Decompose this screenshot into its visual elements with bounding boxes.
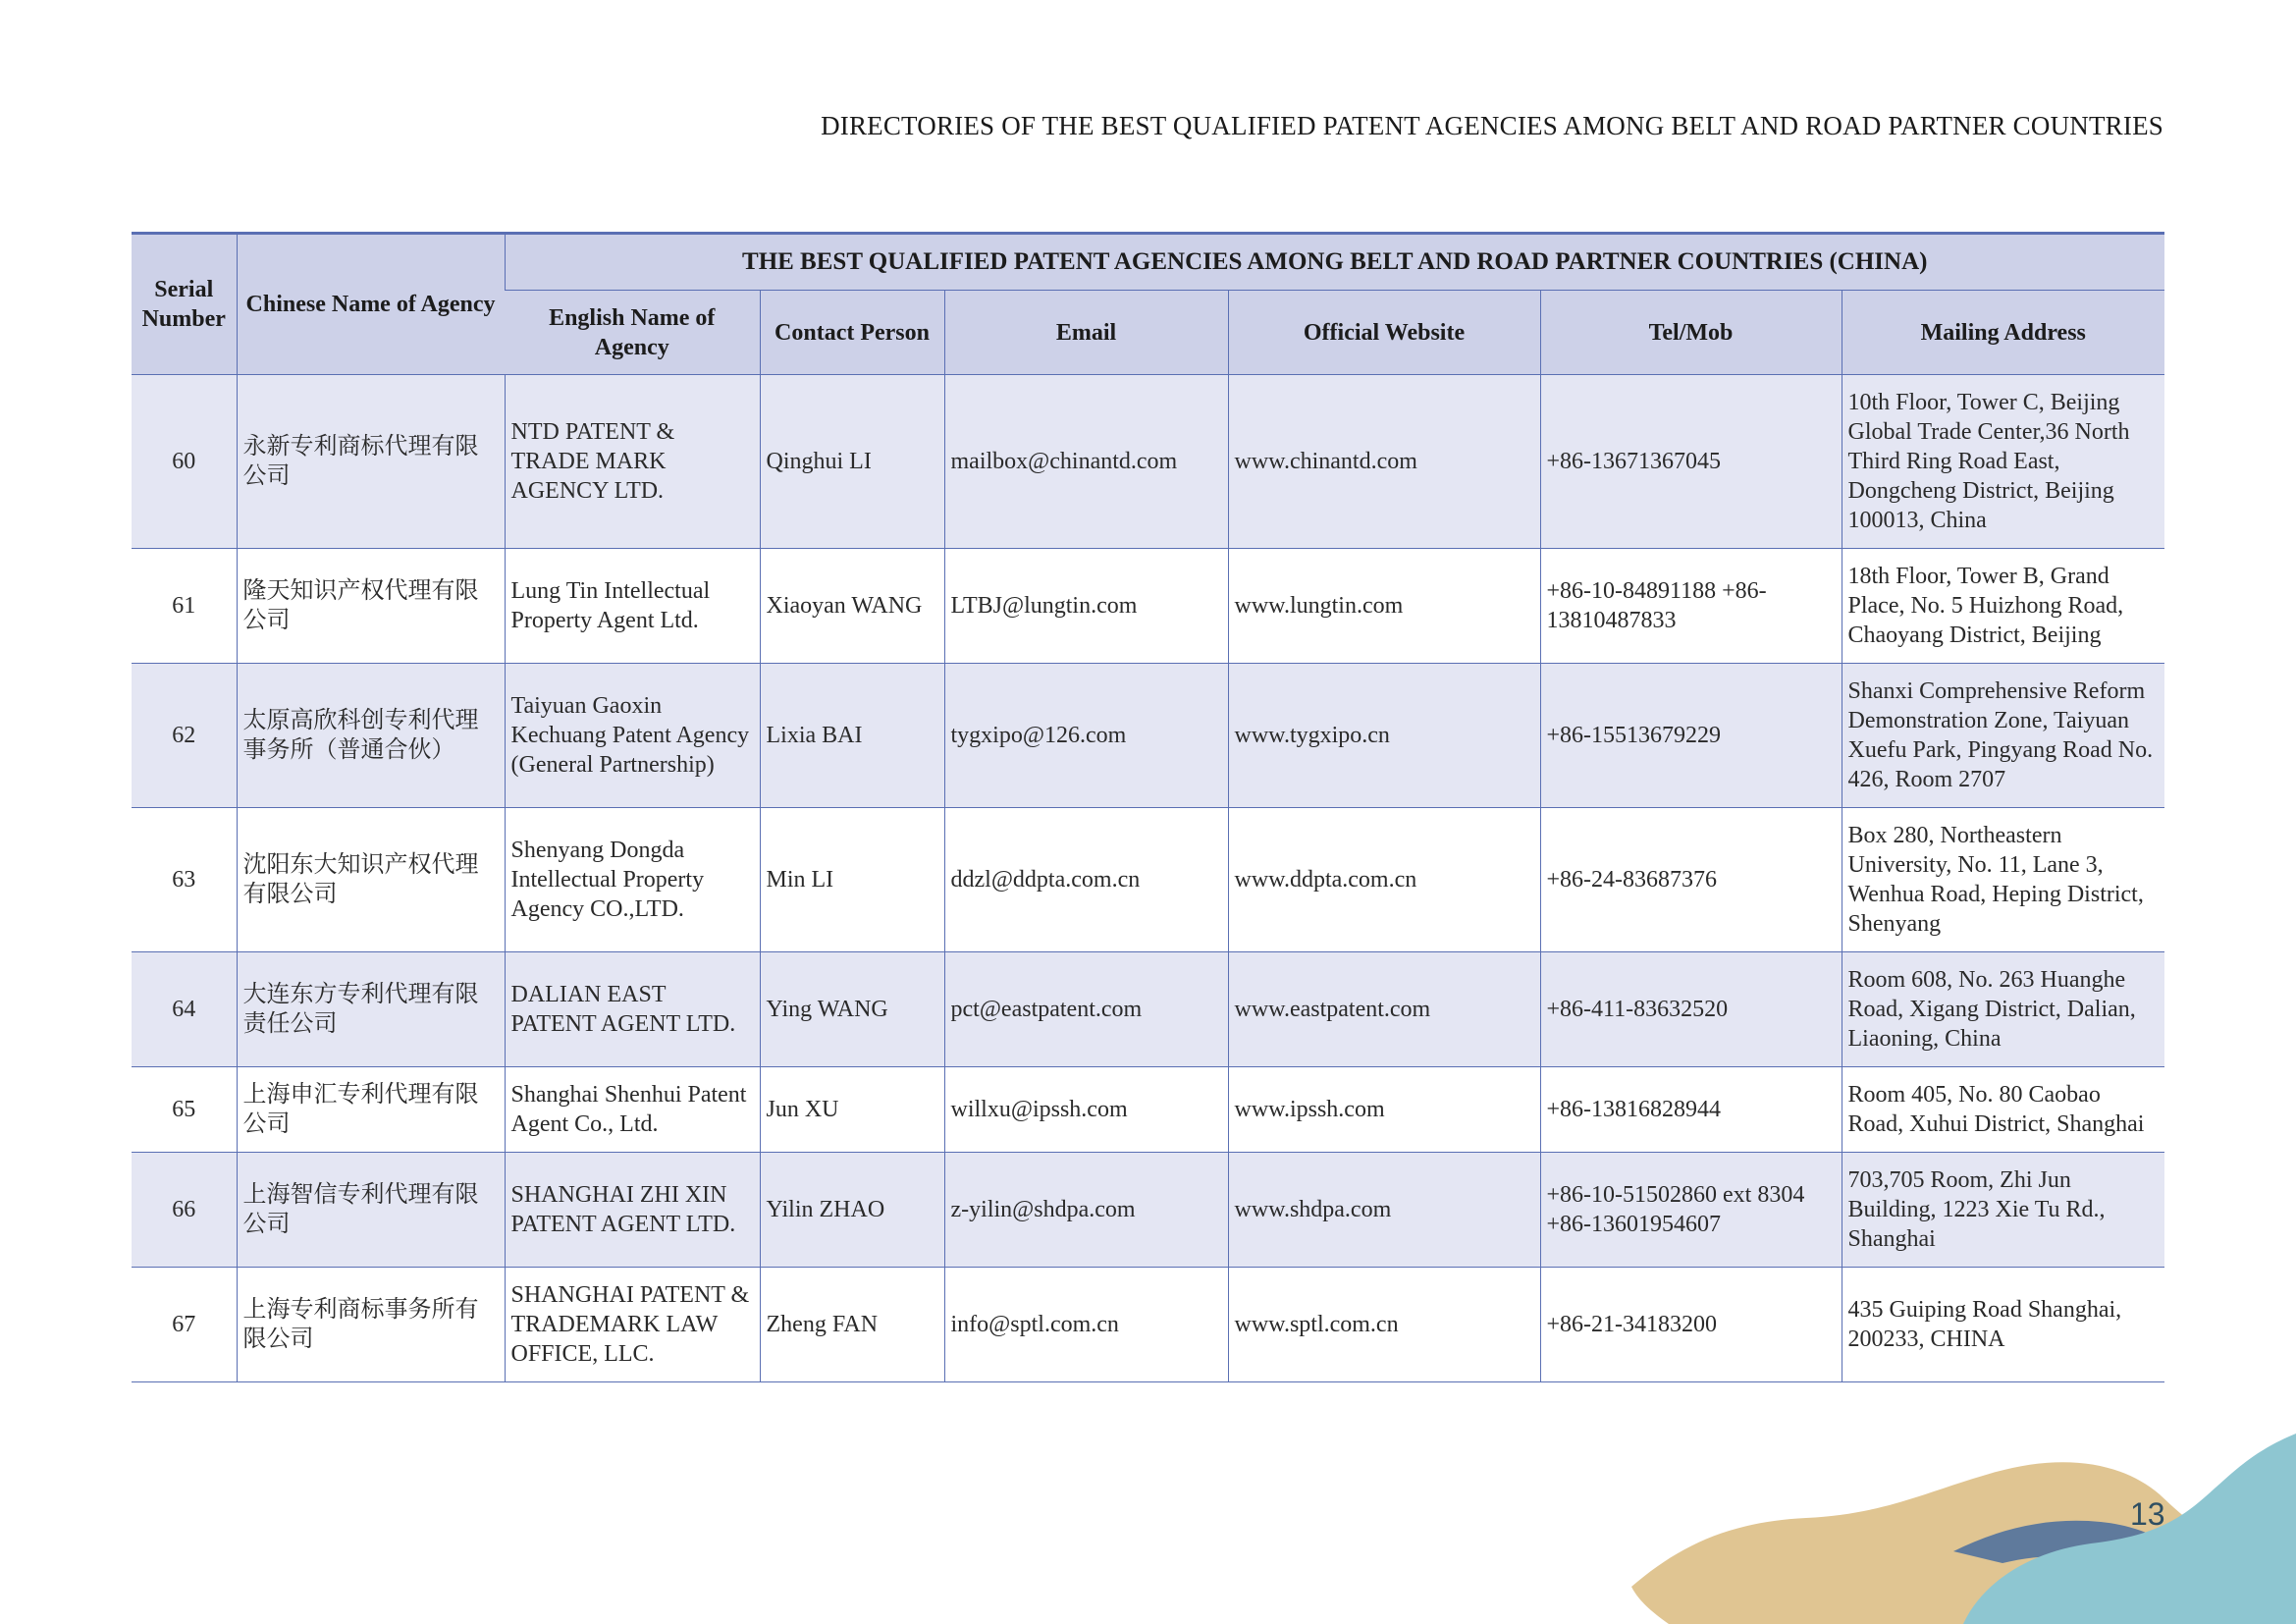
email-cell: pct@eastpatent.com [944,952,1228,1067]
address-cell: 10th Floor, Tower C, Beijing Global Trade Center,36 North Third Ring Road East, Dongcheng District, Beijing 100013, China [1842,375,2164,549]
english-name-cell: NTD PATENT & TRADE MARK AGENCY LTD. [505,375,760,549]
email-cell: willxu@ipssh.com [944,1067,1228,1153]
contact-person-cell: Qinghui LI [760,375,944,549]
chinese-name-cell: 大连东方专利代理有限责任公司 [237,952,505,1067]
email-cell: tygxipo@126.com [944,664,1228,808]
header-tel-mob: Tel/Mob [1540,291,1842,375]
website-cell: www.lungtin.com [1228,549,1540,664]
page-number: 13 [2130,1496,2165,1532]
english-name-cell: Lung Tin Intellectual Property Agent Ltd. [505,549,760,664]
table-row [132,664,2164,808]
website-cell: www.chinantd.com [1228,375,1540,549]
address-cell: Box 280, Northeastern University, No. 11, Lane 3, Wenhua Road, Heping District, Shenyang [1842,808,2164,952]
address-cell: 435 Guiping Road Shanghai, 200233, CHINA [1842,1268,2164,1382]
serial-number-cell: 66 [132,1153,237,1268]
address-cell: 18th Floor, Tower B, Grand Place, No. 5 Huizhong Road, Chaoyang District, Beijing [1842,549,2164,664]
contact-person-cell: Lixia BAI [760,664,944,808]
chinese-name-cell: 太原高欣科创专利代理事务所（普通合伙） [237,664,505,808]
address-cell: 703,705 Room, Zhi Jun Building, 1223 Xie Tu Rd., Shanghai [1842,1153,2164,1268]
chinese-name-cell: 上海申汇专利代理有限公司 [237,1067,505,1153]
table-row [132,808,2164,952]
chinese-name-cell: 隆天知识产权代理有限公司 [237,549,505,664]
email-cell: z-yilin@shdpa.com [944,1153,1228,1268]
serial-number-cell: 67 [132,1268,237,1382]
header-mailing-address: Mailing Address [1842,291,2164,375]
chinese-name-cell: 上海智信专利代理有限公司 [237,1153,505,1268]
address-cell: Room 405, No. 80 Caobao Road, Xuhui District, Shanghai [1842,1067,2164,1153]
website-cell: www.shdpa.com [1228,1153,1540,1268]
table-row [132,549,2164,664]
header-chinese-name: Chinese Name of Agency [237,234,505,375]
tel-cell: +86-10-51502860 ext 8304 +86-13601954607 [1540,1153,1842,1268]
header-email: Email [944,291,1228,375]
header-english-name: English Name of Agency [505,291,760,375]
tel-cell: +86-13816828944 [1540,1067,1842,1153]
tel-cell: +86-10-84891188 +86-13810487833 [1540,549,1842,664]
header-official-website: Official Website [1228,291,1540,375]
english-name-cell: Taiyuan Gaoxin Kechuang Patent Agency (General Partnership) [505,664,760,808]
english-name-cell: Shenyang Dongda Intellectual Property Agency CO.,LTD. [505,808,760,952]
address-cell: Shanxi Comprehensive Reform Demonstration Zone, Taiyuan Xuefu Park, Pingyang Road No. 426, Room 2707 [1842,664,2164,808]
serial-number-cell: 61 [132,549,237,664]
header-serial-number: Serial Number [132,234,237,375]
email-cell: info@sptl.com.cn [944,1268,1228,1382]
tel-cell: +86-21-34183200 [1540,1268,1842,1382]
address-cell: Room 608, No. 263 Huanghe Road, Xigang District, Dalian, Liaoning, China [1842,952,2164,1067]
header-banner: THE BEST QUALIFIED PATENT AGENCIES AMONG BELT AND ROAD PARTNER COUNTRIES (CHINA) [505,234,2164,291]
table-row [132,1067,2164,1153]
english-name-cell: Shanghai Shenhui Patent Agent Co., Ltd. [505,1067,760,1153]
header-contact-person: Contact Person [760,291,944,375]
serial-number-cell: 60 [132,375,237,549]
chinese-name-cell: 沈阳东大知识产权代理有限公司 [237,808,505,952]
chinese-name-cell: 上海专利商标事务所有限公司 [237,1268,505,1382]
table-row [132,375,2164,549]
contact-person-cell: Jun XU [760,1067,944,1153]
email-cell: mailbox@chinantd.com [944,375,1228,549]
contact-person-cell: Xiaoyan WANG [760,549,944,664]
english-name-cell: DALIAN EAST PATENT AGENT LTD. [505,952,760,1067]
table-row [132,952,2164,1067]
tel-cell: +86-13671367045 [1540,375,1842,549]
website-cell: www.sptl.com.cn [1228,1268,1540,1382]
contact-person-cell: Yilin ZHAO [760,1153,944,1268]
serial-number-cell: 65 [132,1067,237,1153]
tel-cell: +86-411-83632520 [1540,952,1842,1067]
contact-person-cell: Min LI [760,808,944,952]
serial-number-cell: 63 [132,808,237,952]
english-name-cell: SHANGHAI ZHI XIN PATENT AGENT LTD. [505,1153,760,1268]
website-cell: www.ipssh.com [1228,1067,1540,1153]
running-head: DIRECTORIES OF THE BEST QUALIFIED PATENT AGENCIES AMONG BELT AND ROAD PARTNER COUNTRIES [821,111,2163,140]
chinese-name-cell: 永新专利商标代理有限公司 [237,375,505,549]
tel-cell: +86-15513679229 [1540,664,1842,808]
contact-person-cell: Zheng FAN [760,1268,944,1382]
website-cell: www.ddpta.com.cn [1228,808,1540,952]
agency-directory-table [132,232,2164,1382]
website-cell: www.eastpatent.com [1228,952,1540,1067]
tel-cell: +86-24-83687376 [1540,808,1842,952]
decorative-wave-graphic [1610,1434,2296,1624]
table-row [132,1153,2164,1268]
table-row [132,1268,2164,1382]
serial-number-cell: 64 [132,952,237,1067]
serial-number-cell: 62 [132,664,237,808]
website-cell: www.tygxipo.cn [1228,664,1540,808]
email-cell: ddzl@ddpta.com.cn [944,808,1228,952]
email-cell: LTBJ@lungtin.com [944,549,1228,664]
contact-person-cell: Ying WANG [760,952,944,1067]
english-name-cell: SHANGHAI PATENT & TRADEMARK LAW OFFICE, LLC. [505,1268,760,1382]
